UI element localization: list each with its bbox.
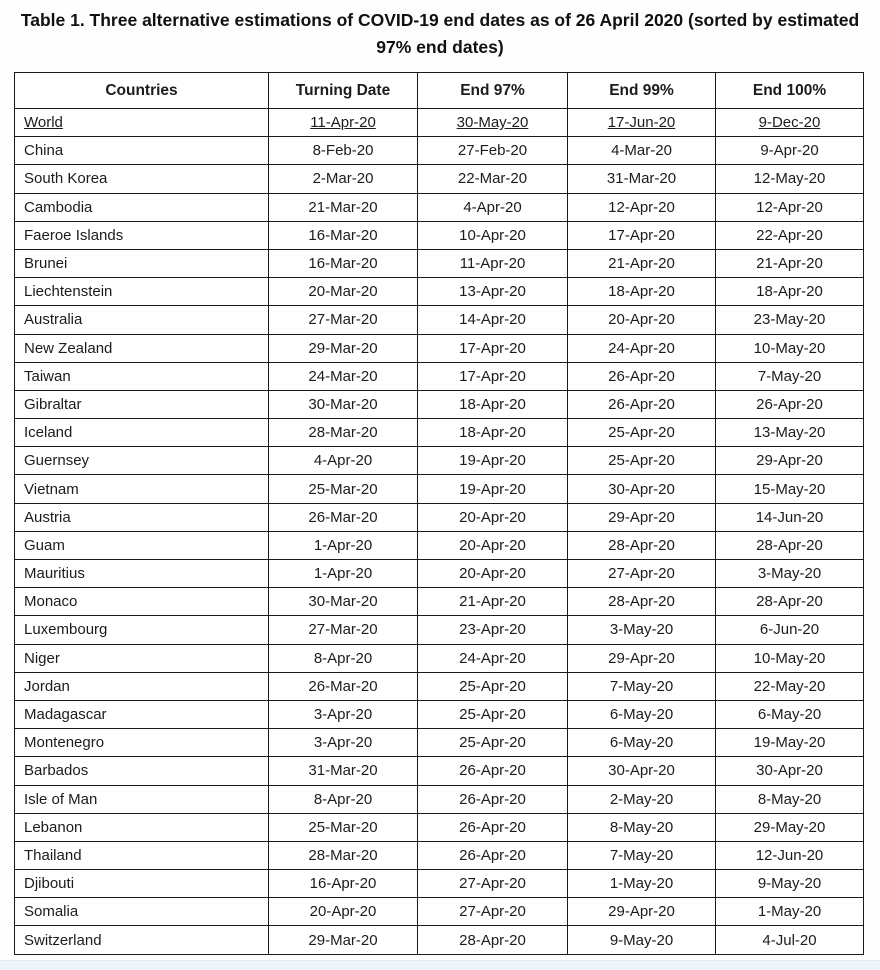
end-100-cell: 21-Apr-20 xyxy=(716,249,864,277)
table-row xyxy=(15,306,864,334)
end-97-cell: 27-Apr-20 xyxy=(418,870,568,898)
turning-date-cell: 3-Apr-20 xyxy=(269,700,418,728)
end-100-cell: 19-May-20 xyxy=(716,729,864,757)
turning-date-cell: 28-Mar-20 xyxy=(269,841,418,869)
turning-date-cell: 20-Apr-20 xyxy=(269,898,418,926)
end-99-cell: 12-Apr-20 xyxy=(568,193,716,221)
country-cell: Barbados xyxy=(15,757,269,785)
end-97-cell: 25-Apr-20 xyxy=(418,672,568,700)
end-99-cell: 1-May-20 xyxy=(568,870,716,898)
table-row xyxy=(15,898,864,926)
country-cell: Guam xyxy=(15,531,269,559)
end-100-cell: 29-May-20 xyxy=(716,813,864,841)
end-99-cell: 30-Apr-20 xyxy=(568,757,716,785)
table-row xyxy=(15,193,864,221)
turning-date-cell: 2-Mar-20 xyxy=(269,165,418,193)
table-title: Table 1. Three alternative estimations of COVID-19 end dates as of 26 April 2020 (sorted by estimated 97% end dates) xyxy=(20,10,860,58)
table-row xyxy=(15,221,864,249)
turning-date-cell: 1-Apr-20 xyxy=(269,531,418,559)
end-99-cell: 26-Apr-20 xyxy=(568,390,716,418)
turning-date-cell: 16-Mar-20 xyxy=(269,221,418,249)
covid-end-dates-table xyxy=(14,72,864,955)
turning-date-cell: 8-Apr-20 xyxy=(269,644,418,672)
turning-date-cell: 11-Apr-20 xyxy=(269,109,418,137)
country-cell: Isle of Man xyxy=(15,785,269,813)
table-body xyxy=(15,109,864,955)
country-cell: Guernsey xyxy=(15,447,269,475)
end-99-cell: 17-Jun-20 xyxy=(568,109,716,137)
country-cell: Vietnam xyxy=(15,475,269,503)
end-97-cell: 26-Apr-20 xyxy=(418,785,568,813)
country-cell: Austria xyxy=(15,503,269,531)
end-100-cell: 23-May-20 xyxy=(716,306,864,334)
end-97-cell: 25-Apr-20 xyxy=(418,729,568,757)
country-cell: Brunei xyxy=(15,249,269,277)
end-97-cell: 26-Apr-20 xyxy=(418,813,568,841)
table-row xyxy=(15,700,864,728)
turning-date-cell: 30-Mar-20 xyxy=(269,390,418,418)
end-97-cell: 25-Apr-20 xyxy=(418,700,568,728)
country-cell: World xyxy=(15,109,269,137)
table-row xyxy=(15,870,864,898)
turning-date-cell: 24-Mar-20 xyxy=(269,362,418,390)
table-row xyxy=(15,419,864,447)
end-97-cell: 21-Apr-20 xyxy=(418,588,568,616)
end-97-cell: 20-Apr-20 xyxy=(418,560,568,588)
end-100-cell: 9-Dec-20 xyxy=(716,109,864,137)
end-97-cell: 20-Apr-20 xyxy=(418,503,568,531)
turning-date-cell: 25-Mar-20 xyxy=(269,813,418,841)
column-header-end-99-: End 99% xyxy=(568,73,716,109)
column-header-end-97-: End 97% xyxy=(418,73,568,109)
table-row xyxy=(15,560,864,588)
turning-date-cell: 25-Mar-20 xyxy=(269,475,418,503)
turning-date-cell: 20-Mar-20 xyxy=(269,278,418,306)
end-100-cell: 28-Apr-20 xyxy=(716,588,864,616)
country-cell: Jordan xyxy=(15,672,269,700)
country-cell: Djibouti xyxy=(15,870,269,898)
end-99-cell: 7-May-20 xyxy=(568,841,716,869)
end-99-cell: 31-Mar-20 xyxy=(568,165,716,193)
bottom-band xyxy=(0,960,880,970)
country-cell: Mauritius xyxy=(15,560,269,588)
country-cell: Faeroe Islands xyxy=(15,221,269,249)
country-cell: Montenegro xyxy=(15,729,269,757)
end-100-cell: 15-May-20 xyxy=(716,475,864,503)
column-header-countries: Countries xyxy=(15,73,269,109)
column-header-end-100-: End 100% xyxy=(716,73,864,109)
table-row xyxy=(15,503,864,531)
turning-date-cell: 31-Mar-20 xyxy=(269,757,418,785)
country-cell: Taiwan xyxy=(15,362,269,390)
end-99-cell: 6-May-20 xyxy=(568,700,716,728)
turning-date-cell: 16-Mar-20 xyxy=(269,249,418,277)
end-99-cell: 28-Apr-20 xyxy=(568,588,716,616)
end-99-cell: 30-Apr-20 xyxy=(568,475,716,503)
end-100-cell: 28-Apr-20 xyxy=(716,531,864,559)
end-100-cell: 9-May-20 xyxy=(716,870,864,898)
turning-date-cell: 8-Apr-20 xyxy=(269,785,418,813)
country-cell: Australia xyxy=(15,306,269,334)
table-row xyxy=(15,334,864,362)
end-100-cell: 1-May-20 xyxy=(716,898,864,926)
end-97-cell: 28-Apr-20 xyxy=(418,926,568,954)
end-97-cell: 26-Apr-20 xyxy=(418,757,568,785)
end-99-cell: 24-Apr-20 xyxy=(568,334,716,362)
table-row xyxy=(15,165,864,193)
end-97-cell: 19-Apr-20 xyxy=(418,447,568,475)
table-row xyxy=(15,531,864,559)
end-99-cell: 7-May-20 xyxy=(568,672,716,700)
end-100-cell: 29-Apr-20 xyxy=(716,447,864,475)
end-99-cell: 25-Apr-20 xyxy=(568,447,716,475)
end-99-cell: 29-Apr-20 xyxy=(568,898,716,926)
turning-date-cell: 26-Mar-20 xyxy=(269,503,418,531)
end-100-cell: 30-Apr-20 xyxy=(716,757,864,785)
country-cell: Lebanon xyxy=(15,813,269,841)
country-cell: Madagascar xyxy=(15,700,269,728)
turning-date-cell: 27-Mar-20 xyxy=(269,616,418,644)
end-99-cell: 25-Apr-20 xyxy=(568,419,716,447)
turning-date-cell: 4-Apr-20 xyxy=(269,447,418,475)
turning-date-cell: 3-Apr-20 xyxy=(269,729,418,757)
country-cell: Luxembourg xyxy=(15,616,269,644)
end-97-cell: 27-Feb-20 xyxy=(418,137,568,165)
turning-date-cell: 29-Mar-20 xyxy=(269,926,418,954)
table-row xyxy=(15,278,864,306)
country-cell: Switzerland xyxy=(15,926,269,954)
country-cell: Monaco xyxy=(15,588,269,616)
country-cell: Thailand xyxy=(15,841,269,869)
end-99-cell: 21-Apr-20 xyxy=(568,249,716,277)
end-100-cell: 4-Jul-20 xyxy=(716,926,864,954)
end-99-cell: 29-Apr-20 xyxy=(568,503,716,531)
column-header-turning-date: Turning Date xyxy=(269,73,418,109)
end-97-cell: 17-Apr-20 xyxy=(418,362,568,390)
country-cell: Somalia xyxy=(15,898,269,926)
end-100-cell: 13-May-20 xyxy=(716,419,864,447)
table-row xyxy=(15,785,864,813)
turning-date-cell: 28-Mar-20 xyxy=(269,419,418,447)
end-100-cell: 3-May-20 xyxy=(716,560,864,588)
end-100-cell: 12-Jun-20 xyxy=(716,841,864,869)
table-row xyxy=(15,137,864,165)
end-97-cell: 18-Apr-20 xyxy=(418,419,568,447)
turning-date-cell: 26-Mar-20 xyxy=(269,672,418,700)
end-100-cell: 14-Jun-20 xyxy=(716,503,864,531)
country-cell: China xyxy=(15,137,269,165)
table-row xyxy=(15,616,864,644)
end-99-cell: 3-May-20 xyxy=(568,616,716,644)
end-100-cell: 22-Apr-20 xyxy=(716,221,864,249)
country-cell: Gibraltar xyxy=(15,390,269,418)
table-row xyxy=(15,813,864,841)
end-99-cell: 2-May-20 xyxy=(568,785,716,813)
end-100-cell: 26-Apr-20 xyxy=(716,390,864,418)
turning-date-cell: 27-Mar-20 xyxy=(269,306,418,334)
table-row xyxy=(15,390,864,418)
end-100-cell: 7-May-20 xyxy=(716,362,864,390)
end-100-cell: 12-Apr-20 xyxy=(716,193,864,221)
table-header xyxy=(15,73,864,109)
table-row xyxy=(15,109,864,137)
table-row xyxy=(15,447,864,475)
end-97-cell: 11-Apr-20 xyxy=(418,249,568,277)
end-99-cell: 29-Apr-20 xyxy=(568,644,716,672)
end-99-cell: 9-May-20 xyxy=(568,926,716,954)
end-99-cell: 6-May-20 xyxy=(568,729,716,757)
end-99-cell: 27-Apr-20 xyxy=(568,560,716,588)
turning-date-cell: 8-Feb-20 xyxy=(269,137,418,165)
end-99-cell: 8-May-20 xyxy=(568,813,716,841)
country-cell: Liechtenstein xyxy=(15,278,269,306)
table-row xyxy=(15,249,864,277)
end-100-cell: 10-May-20 xyxy=(716,334,864,362)
turning-date-cell: 30-Mar-20 xyxy=(269,588,418,616)
table-row xyxy=(15,926,864,954)
turning-date-cell: 1-Apr-20 xyxy=(269,560,418,588)
end-99-cell: 4-Mar-20 xyxy=(568,137,716,165)
header-row xyxy=(15,73,864,109)
table-row xyxy=(15,588,864,616)
end-100-cell: 8-May-20 xyxy=(716,785,864,813)
table-row xyxy=(15,841,864,869)
end-99-cell: 26-Apr-20 xyxy=(568,362,716,390)
end-97-cell: 24-Apr-20 xyxy=(418,644,568,672)
end-97-cell: 10-Apr-20 xyxy=(418,221,568,249)
end-100-cell: 18-Apr-20 xyxy=(716,278,864,306)
table-row xyxy=(15,729,864,757)
end-97-cell: 23-Apr-20 xyxy=(418,616,568,644)
end-97-cell: 17-Apr-20 xyxy=(418,334,568,362)
end-97-cell: 19-Apr-20 xyxy=(418,475,568,503)
table-row xyxy=(15,672,864,700)
turning-date-cell: 29-Mar-20 xyxy=(269,334,418,362)
turning-date-cell: 21-Mar-20 xyxy=(269,193,418,221)
country-cell: South Korea xyxy=(15,165,269,193)
end-100-cell: 22-May-20 xyxy=(716,672,864,700)
end-100-cell: 10-May-20 xyxy=(716,644,864,672)
country-cell: Cambodia xyxy=(15,193,269,221)
end-97-cell: 27-Apr-20 xyxy=(418,898,568,926)
table-row xyxy=(15,362,864,390)
end-97-cell: 18-Apr-20 xyxy=(418,390,568,418)
end-99-cell: 18-Apr-20 xyxy=(568,278,716,306)
country-cell: Iceland xyxy=(15,419,269,447)
table-row xyxy=(15,644,864,672)
table-row xyxy=(15,475,864,503)
end-99-cell: 17-Apr-20 xyxy=(568,221,716,249)
country-cell: Niger xyxy=(15,644,269,672)
end-97-cell: 30-May-20 xyxy=(418,109,568,137)
end-99-cell: 28-Apr-20 xyxy=(568,531,716,559)
end-97-cell: 4-Apr-20 xyxy=(418,193,568,221)
turning-date-cell: 16-Apr-20 xyxy=(269,870,418,898)
country-cell: New Zealand xyxy=(15,334,269,362)
end-99-cell: 20-Apr-20 xyxy=(568,306,716,334)
end-97-cell: 20-Apr-20 xyxy=(418,531,568,559)
table-row xyxy=(15,757,864,785)
end-97-cell: 22-Mar-20 xyxy=(418,165,568,193)
end-100-cell: 6-Jun-20 xyxy=(716,616,864,644)
end-100-cell: 9-Apr-20 xyxy=(716,137,864,165)
end-100-cell: 6-May-20 xyxy=(716,700,864,728)
end-97-cell: 14-Apr-20 xyxy=(418,306,568,334)
end-97-cell: 13-Apr-20 xyxy=(418,278,568,306)
end-100-cell: 12-May-20 xyxy=(716,165,864,193)
end-97-cell: 26-Apr-20 xyxy=(418,841,568,869)
